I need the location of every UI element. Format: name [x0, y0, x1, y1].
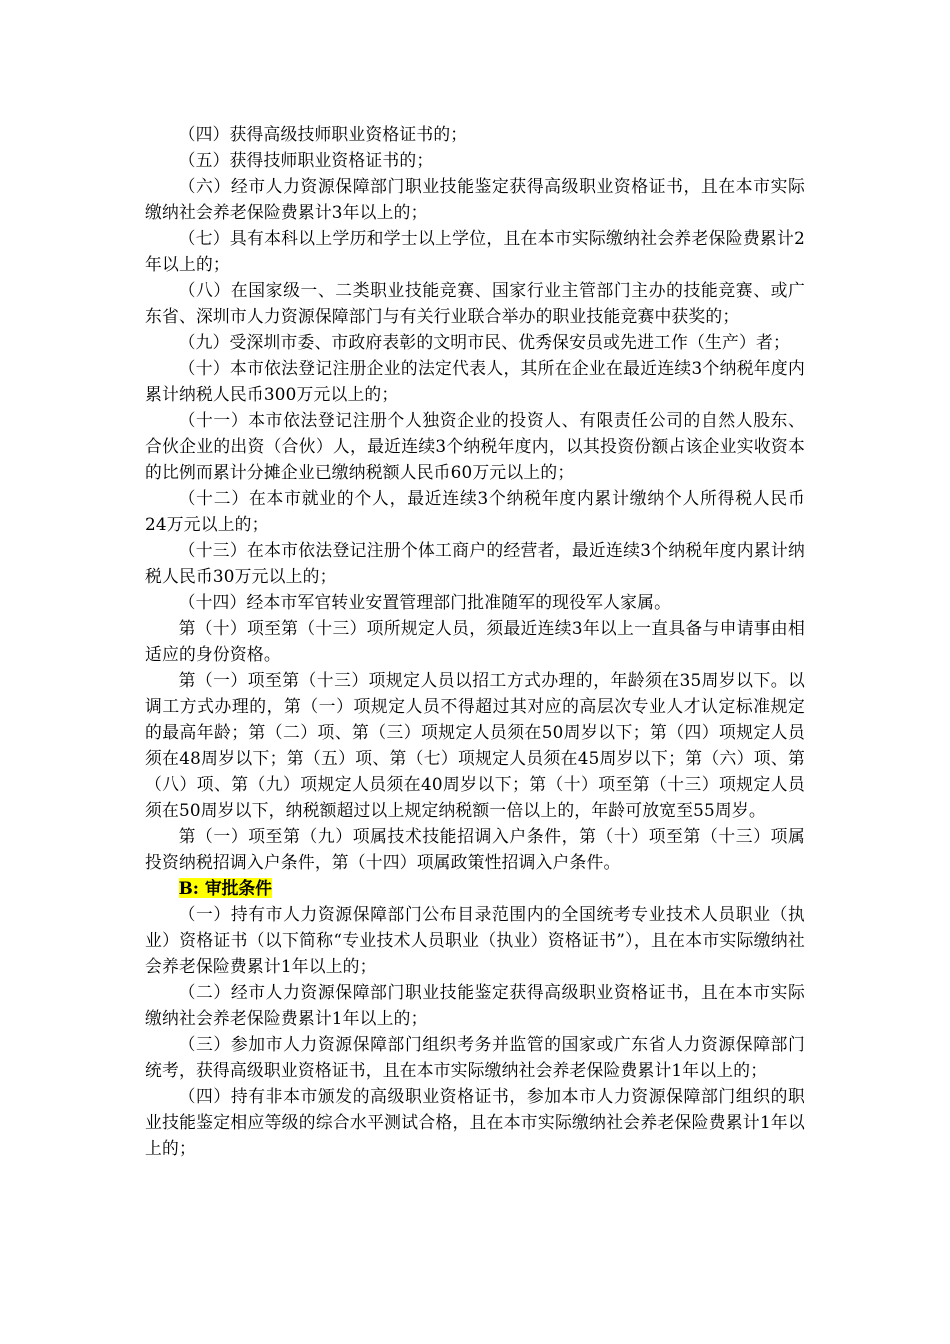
section-heading-highlight: B: 审批条件	[178, 878, 272, 898]
paragraph-note-identity: 第（十）项至第（十三）项所规定人员，须最近连续3年以上一直具备与申请事由相适应的身份资格。	[145, 618, 805, 664]
paragraph-item-12: （十二）在本市就业的个人，最近连续3个纳税年度内累计缴纳个人所得税人民币24万元以上的；	[145, 488, 805, 534]
paragraph-item-11: （十一）本市依法登记注册个人独资企业的投资人、有限责任公司的自然人股东、合伙企业的出资（合伙）人，最近连续3个纳税年度内，以其投资份额占该企业实收资本的比例而累计分摊企业已缴纳税额人民币60万元以上的；	[145, 410, 805, 482]
paragraph-item-5: （五）获得技师职业资格证书的；	[178, 150, 434, 170]
document-page	[145, 121, 805, 1161]
approval-item-3: （三）参加市人力资源保障部门组织考务并监管的国家或广东省人力资源保障部门统考，获得高级职业资格证书，且在本市实际缴纳社会养老保险费累计1年以上的；	[145, 1034, 805, 1080]
paragraph-note-age: 第（一）项至第（十三）项规定人员以招工方式办理的，年龄须在35周岁以下。以调工方式办理的，第（一）项规定人员不得超过其对应的高层次专业人才认定标准规定的最高年龄；第（二）项、第（三）项规定人员须在50周岁以下；第（四）项规定人员须在48周岁以下；第（五）项、第（七）项规定人员须在45周岁以下；第（六）项、第（八）项、第（九）项规定人员须在40周岁以下；第（十）项至第（十三）项规定人员须在50周岁以下，纳税额超过以上规定纳税额一倍以上的，年龄可放宽至55周岁。	[145, 670, 805, 820]
paragraph-item-7: （七）具有本科以上学历和学士以上学位，且在本市实际缴纳社会养老保险费累计2年以上的；	[145, 228, 805, 274]
paragraph-item-4: （四）获得高级技师职业资格证书的；	[178, 124, 468, 144]
paragraph-item-10: （十）本市依法登记注册企业的法定代表人，其所在企业在最近连续3个纳税年度内累计纳税人民币300万元以上的；	[145, 358, 805, 404]
paragraph-item-14: （十四）经本市军官转业安置管理部门批准随军的现役军人家属。	[178, 592, 672, 612]
approval-item-4: （四）持有非本市颁发的高级职业资格证书，参加本市人力资源保障部门组织的职业技能鉴定相应等级的综合水平测试合格，且在本市实际缴纳社会养老保险费累计1年以上的；	[145, 1086, 805, 1158]
paragraph-item-6: （六）经市人力资源保障部门职业技能鉴定获得高级职业资格证书，且在本市实际缴纳社会养老保险费累计3年以上的；	[145, 176, 805, 222]
section-heading-approval	[145, 875, 805, 901]
paragraph-item-9: （九）受深圳市委、市政府表彰的文明市民、优秀保安员或先进工作（生产）者；	[178, 332, 790, 352]
paragraph-item-8: （八）在国家级一、二类职业技能竞赛、国家行业主管部门主办的技能竞赛、或广东省、深圳市人力资源保障部门与有关行业联合举办的职业技能竞赛中获奖的；	[145, 280, 805, 326]
paragraph-item-13: （十三）在本市依法登记注册个体工商户的经营者，最近连续3个纳税年度内累计纳税人民币30万元以上的；	[145, 540, 805, 586]
paragraph-note-category: 第（一）项至第（九）项属技术技能招调入户条件，第（十）项至第（十三）项属投资纳税招调入户条件，第（十四）项属政策性招调入户条件。	[145, 826, 805, 872]
approval-item-1: （一）持有市人力资源保障部门公布目录范围内的全国统考专业技术人员职业（执业）资格证书（以下简称“专业技术人员职业（执业）资格证书”），且在本市实际缴纳社会养老保险费累计1年以上的；	[145, 904, 805, 976]
approval-item-2: （二）经市人力资源保障部门职业技能鉴定获得高级职业资格证书，且在本市实际缴纳社会养老保险费累计1年以上的；	[145, 982, 805, 1028]
